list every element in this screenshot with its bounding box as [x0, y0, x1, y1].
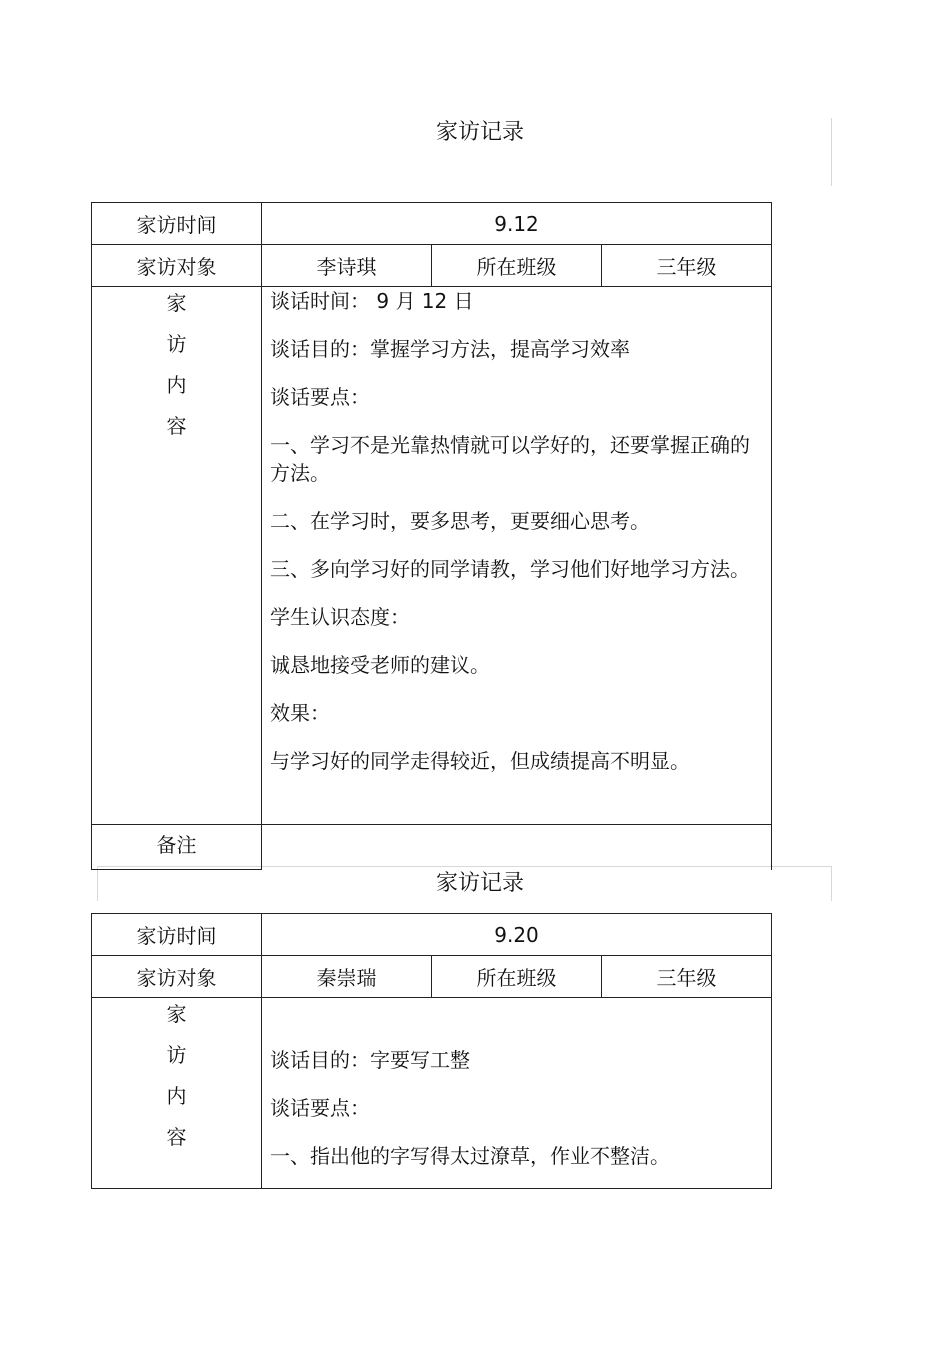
content-body-cell	[262, 287, 772, 825]
visit-target-label: 家访对象	[92, 956, 262, 998]
content-line: 谈话目的：掌握学习方法，提高学习效率	[270, 337, 630, 361]
visit-target-row	[92, 956, 772, 998]
record-title: 家访记录	[435, 120, 524, 145]
visit-time-value: 9.12	[262, 203, 772, 245]
content-label-cell	[92, 287, 262, 825]
visit-time-row	[92, 203, 772, 245]
content-line: 效果：	[270, 701, 330, 725]
content-line: 谈话时间： 9 月 12 日	[270, 289, 474, 313]
content-line: 二、在学习时，要多思考，更要细心思考。	[270, 509, 650, 533]
visit-time-label: 家访时间	[92, 914, 262, 956]
class-value: 三年级	[602, 245, 772, 287]
visit-content-row	[92, 287, 772, 825]
content-label: 家 访 内 容	[166, 291, 187, 438]
content-line: 一、学习不是光靠热情就可以学好的，还要掌握正确的方法。	[270, 433, 750, 485]
content-label-cell	[92, 998, 262, 1189]
visit-content-row	[92, 998, 772, 1189]
visit-time-label: 家访时间	[92, 203, 262, 245]
visit-record-table	[91, 913, 772, 1189]
visit-target-label: 家访对象	[92, 245, 262, 287]
student-name: 秦崇瑞	[262, 956, 432, 998]
record-title: 家访记录	[435, 871, 524, 896]
class-label: 所在班级	[432, 956, 602, 998]
visit-target-row	[92, 245, 772, 287]
content-line: 谈话要点：	[270, 1096, 370, 1120]
content-body	[262, 998, 771, 1170]
remarks-value	[262, 825, 772, 870]
content-body	[262, 287, 771, 775]
content-line: 谈话目的：字要写工整	[270, 1048, 470, 1072]
class-label: 所在班级	[432, 245, 602, 287]
content-body-cell	[262, 998, 772, 1189]
content-line: 三、多向学习好的同学请教，学习他们好地学习方法。	[270, 557, 750, 581]
content-label: 家 访 内 容	[166, 1002, 187, 1149]
content-line: 学生认识态度：	[270, 605, 410, 629]
content-line: 一、指出他的字写得太过潦草，作业不整洁。	[270, 1144, 670, 1168]
content-line	[270, 998, 763, 1026]
visit-time-value: 9.20	[262, 914, 772, 956]
content-line: 谈话要点：	[270, 385, 370, 409]
remarks-label: 备注	[92, 825, 262, 870]
remarks-row	[92, 825, 772, 870]
visit-record-table	[91, 202, 772, 870]
content-line: 与学习好的同学走得较近，但成绩提高不明显。	[270, 749, 690, 773]
visit-time-row	[92, 914, 772, 956]
class-value: 三年级	[602, 956, 772, 998]
content-line: 诚恳地接受老师的建议。	[270, 653, 490, 677]
student-name: 李诗琪	[262, 245, 432, 287]
